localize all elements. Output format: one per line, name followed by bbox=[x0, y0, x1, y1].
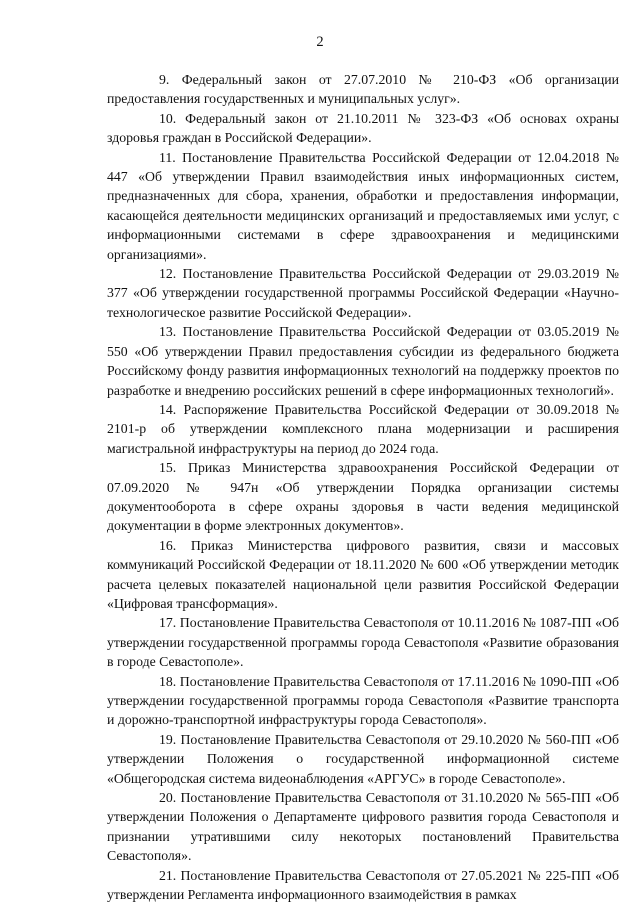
list-item: 12. Постановление Правительства Российской Федерации от 29.03.2019 № 377 «Об утверждении государственной программы Российской Федерации «Научно-технологическое развитие Российской Федерации». bbox=[107, 266, 619, 320]
list-item: 10. Федеральный закон от 21.10.2011 № 323-ФЗ «Об основах охраны здоровья граждан в Российской Федерации». bbox=[107, 110, 619, 146]
list-item: 18. Постановление Правительства Севастополя от 17.11.2016 № 1090-ПП «Об утверждении государственной программы города Севастополя «Развитие транспорта и дорожно-транспортной инфраструктуры города Севастополя». bbox=[107, 673, 619, 728]
list-item: 16. Приказ Министерства цифрового развития, связи и массовых коммуникаций Российской Федерации от 18.11.2020 № 600 «Об утверждении методик расчета целевых показателей национальной цели развития Российской Федерации «Цифровая трансформация». bbox=[107, 537, 619, 611]
list-item: 14. Распоряжение Правительства Российской Федерации от 30.09.2018 № 2101-р об утверждении комплексного плана модернизации и расширения магистральной инфраструктуры на период до 2024 года. bbox=[107, 401, 619, 456]
list-item: 13. Постановление Правительства Российской Федерации от 03.05.2019 № 550 «Об утверждении Правил предоставления субсидии из федерального бюджета Российскому фонду развития информационных технологий на поддержку проектов по разработке и внедрению российских решений в сфере информационных технологий». bbox=[107, 324, 619, 398]
list-item: 20. Постановление Правительства Севастополя от 31.10.2020 № 565-ПП «Об утверждении Положения о Департаменте цифрового развития города Севастополя и признании утратившими силу некоторых постановлений Правительства Севастополя». bbox=[107, 790, 619, 864]
document-body bbox=[107, 70, 619, 904]
list-item: 15. Приказ Министерства здравоохранения Российской Федерации от 07.09.2020 № 947н «Об утверждении Порядка организации системы документооборота в сфере охраны здоровья в части ведения медицинской документации в форме электронных документов». bbox=[107, 460, 619, 534]
list-item: 17. Постановление Правительства Севастополя от 10.11.2016 № 1087-ПП «Об утверждении государственной программы города Севастополя «Развитие образования в городе Севастополе». bbox=[107, 615, 619, 670]
list-item: 21. Постановление Правительства Севастополя от 27.05.2021 № 225-ПП «Об утверждении Регламента информационного взаимодействия в рамках bbox=[107, 867, 619, 903]
list-item: 19. Постановление Правительства Севастополя от 29.10.2020 № 560-ПП «Об утверждении Положения о государственной информационной системе «Общегородская система видеонаблюдения «АРГУС» в городе Севастополе». bbox=[107, 731, 619, 786]
list-item: 9. Федеральный закон от 27.07.2010 № 210-ФЗ «Об организации предоставления государственных и муниципальных услуг». bbox=[107, 72, 619, 107]
list-item: 11. Постановление Правительства Российской Федерации от 12.04.2018 № 447 «Об утверждении Правил взаимодействия иных информационных систем, предназначенных для сбора, хранения, обработки и предоставления информации, касающейся деятельности медицинских организаций и предоставляемых ими услуг, с информационными системами в сфере здравоохранения и медицинскими организациями». bbox=[107, 149, 619, 262]
page-number: 2 bbox=[316, 34, 324, 50]
